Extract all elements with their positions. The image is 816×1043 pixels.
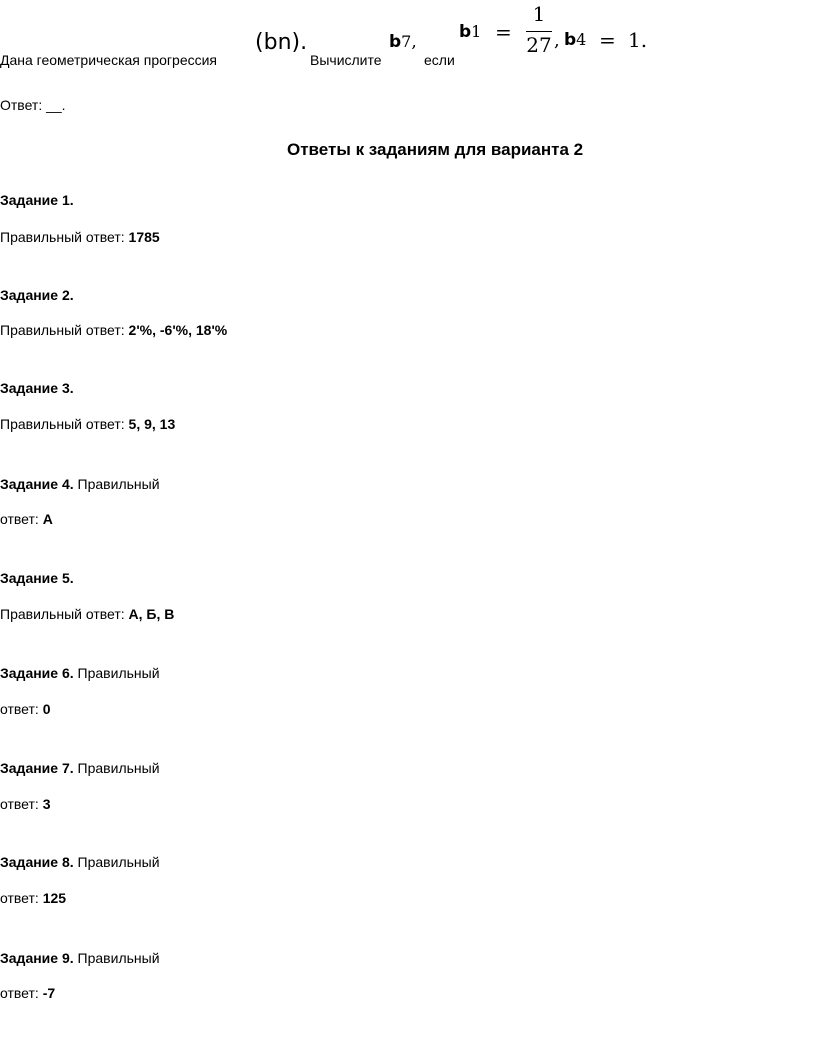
answer-line: Ответ: __.	[0, 97, 66, 113]
task-7-inline: Правильный	[73, 760, 160, 776]
b4-value: 1.	[628, 28, 648, 52]
task-3-answer-value: 5, 9, 13	[128, 416, 176, 432]
seq-sub: n	[277, 30, 292, 55]
answers-title: Ответы к заданиям для варианта 2	[287, 140, 584, 159]
cond-b4	[564, 30, 586, 50]
task-7-answer-prefix: ответ:	[0, 796, 43, 812]
task-6-label: Задание 6.	[0, 665, 74, 681]
task-8-answer-prefix: ответ:	[0, 890, 43, 906]
cond-b1-base: b	[459, 22, 472, 42]
task-1-answer	[0, 229, 160, 245]
task-3-answer-prefix: Правильный ответ:	[0, 416, 129, 432]
task-4-answer-prefix: ответ:	[0, 511, 43, 527]
seq-base: b	[263, 30, 278, 55]
target-base: b	[389, 32, 402, 52]
fraction-denominator: 27	[526, 33, 552, 57]
task-2-answer	[0, 322, 227, 338]
task-2-answer-prefix: Правильный ответ:	[0, 322, 129, 338]
task-7-answer	[0, 796, 50, 812]
cond-b4-base: b	[564, 30, 577, 50]
task-7-answer-value: 3	[42, 796, 51, 812]
task-5-answer	[0, 606, 174, 622]
task-5-answer-value: А, Б, В	[128, 606, 175, 622]
compute-word: Вычислите	[310, 52, 382, 68]
task-1-answer-value: 1785	[128, 229, 160, 245]
task-2-label: Задание 2.	[0, 287, 74, 303]
task-6-label-line	[0, 665, 160, 681]
task-5-label: Задание 5.	[0, 570, 74, 586]
cond-b1	[459, 22, 481, 42]
task-6-inline: Правильный	[73, 665, 160, 681]
cond-b1-sub: 1	[471, 22, 482, 41]
task-6-answer	[0, 701, 50, 717]
equals-sign-1: =	[495, 20, 512, 44]
task-7-label-line	[0, 760, 160, 776]
if-word: если	[424, 52, 455, 68]
fraction-bar	[526, 31, 552, 32]
task-8-label: Задание 8.	[0, 854, 74, 870]
task-6-answer-prefix: ответ:	[0, 701, 43, 717]
task-9-label: Задание 9.	[0, 950, 74, 966]
cond-comma: ,	[554, 30, 560, 51]
task-4-answer-value: А	[42, 511, 53, 527]
task-9-answer-value: -7	[42, 985, 56, 1001]
task-6-answer-value: 0	[42, 701, 51, 717]
task-8-answer-value: 125	[42, 890, 67, 906]
task-9-label-line	[0, 950, 160, 966]
task-3-label: Задание 3.	[0, 380, 74, 396]
task-9-answer	[0, 985, 55, 1001]
sequence-symbol: (bn).	[255, 30, 308, 55]
equals-sign-2: =	[599, 28, 616, 52]
task-4-label: Задание 4.	[0, 476, 74, 492]
task-5-answer-prefix: Правильный ответ:	[0, 606, 129, 622]
cond-b4-sub: 4	[576, 30, 587, 49]
target-comma: ,	[411, 32, 417, 52]
fraction-numerator: 1	[532, 2, 546, 26]
task-9-inline: Правильный	[73, 950, 160, 966]
task-3-answer	[0, 416, 175, 432]
task-9-answer-prefix: ответ:	[0, 985, 43, 1001]
task-7-label: Задание 7.	[0, 760, 74, 776]
task-4-answer	[0, 511, 53, 527]
task-1-label: Задание 1.	[0, 192, 74, 208]
task-1-answer-prefix: Правильный ответ:	[0, 229, 129, 245]
problem-intro: Дана геометрическая прогрессия	[0, 52, 218, 68]
task-8-label-line	[0, 854, 160, 870]
task-8-answer	[0, 890, 66, 906]
target-sub: 7	[401, 32, 412, 51]
task-4-label-line	[0, 476, 160, 492]
target-term	[389, 32, 417, 52]
task-4-inline: Правильный	[73, 476, 160, 492]
task-8-inline: Правильный	[73, 854, 160, 870]
task-2-answer-value: 2'%, -6'%, 18'%	[128, 322, 228, 338]
